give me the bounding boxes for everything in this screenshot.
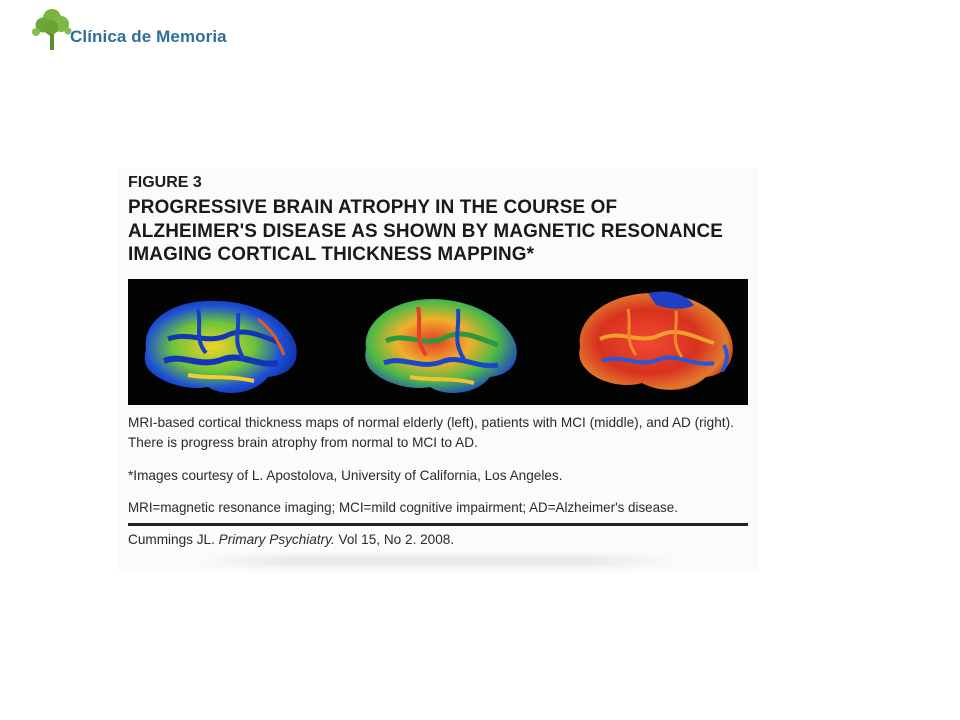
figure-label: FIGURE 3 bbox=[128, 174, 202, 191]
bleed-through-shadow bbox=[198, 555, 678, 567]
image-credit: *Images courtesy of L. Apostolova, University of California, Los Angeles. bbox=[128, 468, 563, 483]
citation-journal: Primary Psychiatry. bbox=[218, 532, 335, 547]
brain-map-normal-icon bbox=[145, 301, 297, 393]
citation-author: Cummings JL. bbox=[128, 532, 219, 547]
divider bbox=[128, 523, 748, 526]
abbreviations-note: MRI=magnetic resonance imaging; MCI=mild cognitive impairment; AD=Alzheimer's disease. bbox=[128, 500, 678, 515]
clinic-logo bbox=[30, 4, 270, 56]
figure-title: PROGRESSIVE BRAIN ATROPHY IN THE COURSE OF ALZHEIMER'S DISEASE AS SHOWN BY MAGNETIC RESONANCE IMAGING CORTICAL THICKNESS MAPPING* bbox=[128, 196, 724, 265]
figure-caption: MRI-based cortical thickness maps of normal elderly (left), patients with MCI (middle), and AD (right). There is progress brain atrophy from normal to MCI to AD. bbox=[128, 415, 734, 450]
source-citation bbox=[128, 532, 748, 547]
clinic-name: Clínica de Memoria bbox=[70, 27, 227, 46]
brain-map-mci-icon bbox=[365, 299, 517, 393]
brain-maps-panel bbox=[128, 279, 748, 405]
figure-scan bbox=[118, 168, 758, 572]
citation-volume: Vol 15, No 2. 2008. bbox=[334, 532, 455, 547]
brain-map-ad-icon bbox=[579, 292, 733, 390]
